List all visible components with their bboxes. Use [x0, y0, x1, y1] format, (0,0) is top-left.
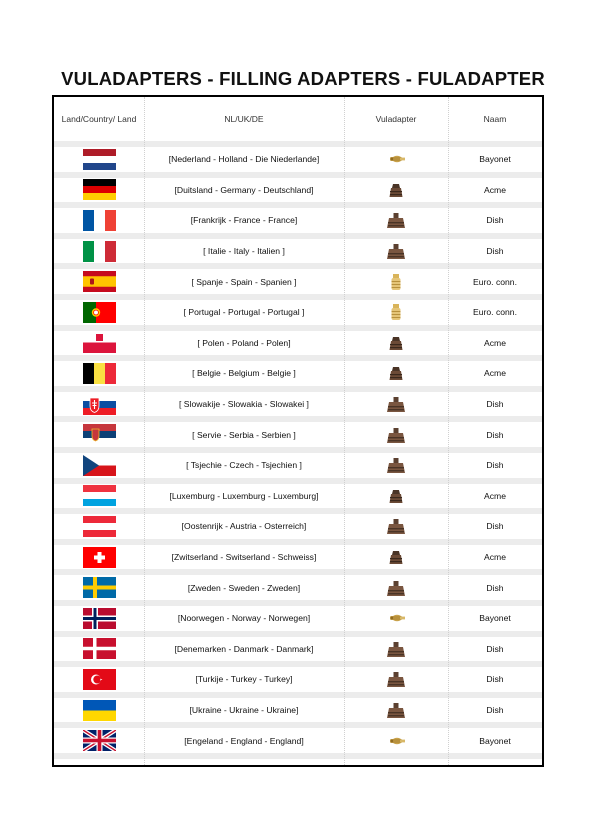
adapter-type: Acme — [484, 337, 506, 348]
flag-cell — [54, 606, 144, 631]
dish-adapter-icon — [385, 241, 407, 261]
table-row — [54, 722, 542, 753]
flag-cell — [54, 453, 144, 478]
dish-adapter-icon — [385, 425, 407, 445]
country-names: [Nederland - Holland - Die Niederlande] — [168, 154, 320, 165]
country-names: [ Spanje - Spain - Spanien ] — [191, 276, 297, 287]
country-names: [Denemarken - Danmark - Danmark] — [174, 643, 314, 654]
flag-cell — [54, 331, 144, 356]
netherlands-flag-icon — [83, 149, 116, 170]
adapter-image-cell — [344, 178, 448, 203]
flag-cell — [54, 392, 144, 417]
adapter-table — [52, 95, 544, 767]
adapter-image-cell — [344, 698, 448, 723]
adapter-image-cell — [344, 637, 448, 662]
table-row — [54, 202, 542, 233]
flag-cell — [54, 667, 144, 692]
country-names: [Turkije - Turkey - Turkey] — [195, 674, 293, 685]
country-names: [ Belgie - Belgium - Belgie ] — [192, 368, 296, 379]
flag-cell — [54, 514, 144, 539]
country-names: [ Tsjechie - Czech - Tsjechien ] — [186, 460, 302, 471]
table-row — [54, 569, 542, 600]
table-row — [54, 355, 542, 386]
adapter-type: Dish — [486, 705, 504, 716]
belgium-flag-icon — [83, 363, 116, 384]
table-row — [54, 141, 542, 172]
acme-adapter-icon — [385, 363, 407, 383]
adapter-type: Acme — [484, 490, 506, 501]
poland-flag-icon — [83, 332, 116, 353]
adapter-image-cell — [344, 728, 448, 753]
country-names: [Luxemburg - Luxemburg - Luxemburg] — [169, 490, 319, 501]
adapter-type: Dish — [486, 582, 504, 593]
adapter-type: Acme — [484, 368, 506, 379]
flag-cell — [54, 698, 144, 723]
acme-adapter-icon — [385, 547, 407, 567]
dish-adapter-icon — [385, 394, 407, 414]
serbia-flag-icon — [83, 424, 116, 445]
table-row — [54, 386, 542, 417]
norway-flag-icon — [83, 608, 116, 629]
turkey-flag-icon — [83, 669, 116, 690]
flag-cell — [54, 728, 144, 753]
adapter-image-cell — [344, 606, 448, 631]
dish-adapter-icon — [385, 210, 407, 230]
adapter-type: Bayonet — [479, 613, 511, 624]
adapter-type: Acme — [484, 184, 506, 195]
flag-cell — [54, 147, 144, 172]
flag-cell — [54, 545, 144, 570]
flag-cell — [54, 575, 144, 600]
adapter-type: Bayonet — [479, 735, 511, 746]
czech-flag-icon — [83, 455, 116, 476]
adapter-image-cell — [344, 300, 448, 325]
flag-cell — [54, 484, 144, 509]
country-names: [Ukraine - Ukraine - Ukraine] — [189, 705, 299, 716]
euro-connector-adapter-icon — [385, 272, 407, 292]
bayonet-adapter-icon — [385, 731, 407, 751]
austria-flag-icon — [83, 516, 116, 537]
country-names: [Zweden - Sweden - Zweden] — [187, 582, 301, 593]
flag-cell — [54, 239, 144, 264]
bayonet-adapter-icon — [385, 608, 407, 628]
sweden-flag-icon — [83, 577, 116, 598]
adapter-type: Dish — [486, 460, 504, 471]
flag-cell — [54, 422, 144, 447]
adapter-type: Dish — [486, 643, 504, 654]
country-names: [Zwitserland - Switserland - Schweiss] — [171, 552, 317, 563]
dish-adapter-icon — [385, 455, 407, 475]
country-names: [ Servie - Serbia - Serbien ] — [192, 429, 296, 440]
column-header-names: NL/UK/DE — [224, 114, 264, 124]
adapter-type: Dish — [486, 521, 504, 532]
dish-adapter-icon — [385, 700, 407, 720]
portugal-flag-icon — [83, 302, 116, 323]
bayonet-adapter-icon — [385, 149, 407, 169]
table-row — [54, 233, 542, 264]
table-row — [54, 416, 542, 447]
switzerland-flag-icon — [83, 547, 116, 568]
country-names: [ Portugal - Portugal - Portugal ] — [183, 307, 305, 318]
adapter-image-cell — [344, 147, 448, 172]
dish-adapter-icon — [385, 639, 407, 659]
column-header-naam: Naam — [483, 114, 507, 124]
germany-flag-icon — [83, 179, 116, 200]
ukraine-flag-icon — [83, 700, 116, 721]
adapter-type: Dish — [486, 246, 504, 257]
country-names: [Engeland - England - England] — [184, 735, 304, 746]
dish-adapter-icon — [385, 669, 407, 689]
adapter-type: Dish — [486, 215, 504, 226]
page-title: VULADAPTERS - FILLING ADAPTERS - FULADAPTER — [61, 68, 545, 89]
adapter-image-cell — [344, 667, 448, 692]
adapter-image-cell — [344, 208, 448, 233]
country-names: [Oostenrijk - Austria - Osterreich] — [181, 521, 307, 532]
flag-cell — [54, 637, 144, 662]
table-row — [54, 325, 542, 356]
country-names: [Duitsland - Germany - Deutschland] — [174, 184, 314, 195]
adapter-image-cell — [344, 361, 448, 386]
england-flag-icon — [83, 730, 116, 751]
table-row — [54, 631, 542, 662]
table-row — [54, 447, 542, 478]
adapter-type: Euro. conn. — [473, 276, 517, 287]
table-row — [54, 600, 542, 631]
flag-cell — [54, 361, 144, 386]
country-names: [ Italie - Italy - Italien ] — [203, 246, 285, 257]
adapter-type: Dish — [486, 674, 504, 685]
table-row — [54, 661, 542, 692]
france-flag-icon — [83, 210, 116, 231]
table-row — [54, 692, 542, 723]
country-names: [Frankrijk - France - France] — [190, 215, 298, 226]
table-row — [54, 478, 542, 509]
adapter-image-cell — [344, 392, 448, 417]
luxembourg-flag-icon — [83, 485, 116, 506]
table-row — [54, 508, 542, 539]
adapter-image-cell — [344, 239, 448, 264]
table-row — [54, 539, 542, 570]
table-row — [54, 263, 542, 294]
country-names: [ Polen - Poland - Polen] — [197, 337, 291, 348]
dish-adapter-icon — [385, 578, 407, 598]
adapter-type: Euro. conn. — [473, 307, 517, 318]
slovakia-flag-icon — [83, 394, 116, 415]
adapter-type: Bayonet — [479, 154, 511, 165]
denmark-flag-icon — [83, 638, 116, 659]
adapter-type: Dish — [486, 399, 504, 410]
italy-flag-icon — [83, 241, 116, 262]
table-row — [54, 294, 542, 325]
country-names: [ Slowakije - Slowakia - Slowakei ] — [179, 399, 309, 410]
table-header — [54, 97, 542, 142]
adapter-image-cell — [344, 269, 448, 294]
adapter-image-cell — [344, 575, 448, 600]
adapter-image-cell — [344, 331, 448, 356]
adapter-image-cell — [344, 545, 448, 570]
flag-cell — [54, 269, 144, 294]
dish-adapter-icon — [385, 516, 407, 536]
column-header-adapter: Vuladapter — [375, 114, 417, 124]
adapter-image-cell — [344, 453, 448, 478]
spain-flag-icon — [83, 271, 116, 292]
table-row — [54, 172, 542, 203]
flag-cell — [54, 178, 144, 203]
adapter-image-cell — [344, 422, 448, 447]
flag-cell — [54, 300, 144, 325]
adapter-type: Dish — [486, 429, 504, 440]
country-names: [Noorwegen - Norway - Norwegen] — [177, 613, 311, 624]
column-header-land: Land/Country/ Land — [61, 114, 137, 124]
adapter-type: Acme — [484, 552, 506, 563]
flag-cell — [54, 208, 144, 233]
euro-connector-adapter-icon — [385, 302, 407, 322]
acme-adapter-icon — [385, 180, 407, 200]
acme-adapter-icon — [385, 486, 407, 506]
adapter-image-cell — [344, 484, 448, 509]
adapter-image-cell — [344, 514, 448, 539]
acme-adapter-icon — [385, 333, 407, 353]
